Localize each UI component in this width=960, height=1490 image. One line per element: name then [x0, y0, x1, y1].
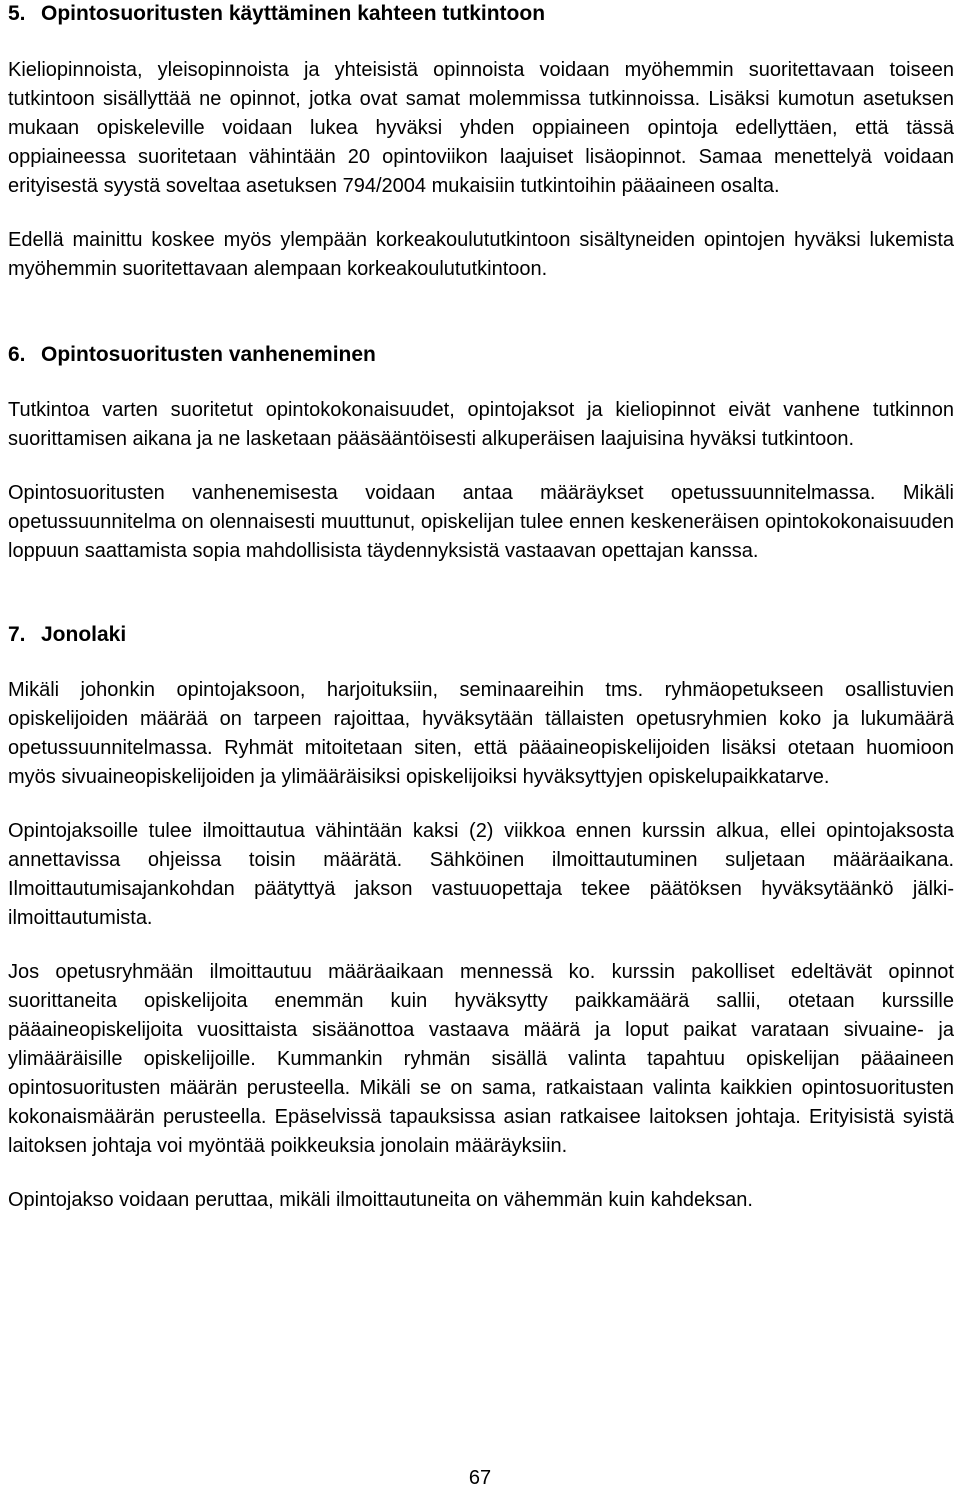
paragraph: Opintosuoritusten vanhenemisesta voidaan antaa määräykset opetussuunnitelmassa. Mikäli opetussuunnitelma on olennaisesti muuttunut, opiskelijan tulee ennen keskeneräisen opintokokonaisuuden loppuun saattamista sopia mahdollisista täydennyksistä vastaavan opettajan kanssa.	[8, 482, 954, 562]
section-heading-6	[8, 341, 954, 369]
section-title: Opintosuoritusten käyttäminen kahteen tutkintoon	[41, 2, 546, 25]
section-number: 6.	[8, 343, 26, 366]
section-title: Opintosuoritusten vanheneminen	[41, 343, 376, 366]
page-number: 67	[468, 1467, 492, 1489]
section-heading-5	[8, 0, 954, 28]
paragraph: Kieliopinnoista, yleisopinnoista ja yhteisistä opinnoista voidaan myöhemmin suoritettavaan toiseen tutkintoon sisällyttää ne opinnot, jotka ovat samat molemmissa tutkinnoissa. Lisäksi kumotun asetuksen mukaan opiskeleville voidaan lukea hyväksi yhden oppiaineen opintoja edellyttäen, että tässä oppiaineessa suoritetaan vähintään 20 opintoviikon laajuiset lisäopinnot. Samaa menettelyä voidaan erityisestä syystä soveltaa asetuksen 794/2004 mukaisiin tutkintoihin pääaineen osalta.	[8, 59, 954, 197]
paragraph: Tutkintoa varten suoritetut opintokokonaisuudet, opintojaksot ja kieliopinnot eivät vanhene tutkinnon suorittamisen aikana ja ne lasketaan pääsääntöisesti alkuperäisen laajuisina hyväksi tutkintoon.	[8, 399, 954, 450]
paragraph: Mikäli johonkin opintojaksoon, harjoituksiin, seminaareihin tms. ryhmäopetukseen osallistuvien opiskelijoiden määrää on tarpeen rajoittaa, hyväksytään tällaisten opetusryhmien koko ja lukumäärä opetussuunnitelmassa. Ryhmät mitoitetaan siten, että pääaineopiskelijoiden lisäksi otetaan huomioon myös sivuaineopiskelijoiden ja ylimääräisiksi opiskelijoiksi hyväksyttyjen opiskelupaikkatarve.	[8, 679, 954, 788]
paragraph: Opintojaksoille tulee ilmoittautua vähintään kaksi (2) viikkoa ennen kurssin alkua, ellei opintojaksosta annettavissa ohjeissa toisin määrätä. Sähköinen ilmoittautuminen suljetaan määräaikana. Ilmoittautumisajankohdan päätyttyä jakson vastuuopettaja tekee päätöksen hyväksytäänkö jälki-ilmoittautumista.	[8, 820, 954, 929]
document-page	[8, 0, 954, 1215]
paragraph: Opintojakso voidaan peruttaa, mikäli ilmoittautuneita on vähemmän kuin kahdeksan.	[8, 1189, 753, 1211]
section-number: 5.	[8, 2, 26, 25]
paragraph: Jos opetusryhmään ilmoittautuu määräaikaan mennessä ko. kurssin pakolliset edeltävät opinnot suorittaneita opiskelijoita enemmän kuin hyväksytty paikkamäärä sallii, otetaan kurssille pääaineopiskelijoita vuosittaista sisäänottoa vastaava määrä ja loput paikat varataan sivuaine- ja ylimääräisille opiskelijoille. Kummankin ryhmän sisällä valinta tapahtuu opiskelijan pääaineen opintosuoritusten määrän perusteella. Mikäli se on sama, ratkaistaan valinta kaikkien opintosuoritusten kokonaismäärän perusteella. Epäselvissä tapauksissa asian ratkaisee laitoksen johtaja. Erityisistä syistä laitoksen johtaja voi myöntää poikkeuksia jonolain määräyksiin.	[8, 961, 954, 1157]
section-title: Jonolaki	[41, 623, 127, 646]
paragraph: Edellä mainittu koskee myös ylempään korkeakoulututkintoon sisältyneiden opintojen hyväksi lukemista myöhemmin suoritettavaan alempaan korkeakoulututkintoon.	[8, 229, 954, 280]
section-heading-7	[8, 621, 954, 649]
section-number: 7.	[8, 623, 26, 646]
